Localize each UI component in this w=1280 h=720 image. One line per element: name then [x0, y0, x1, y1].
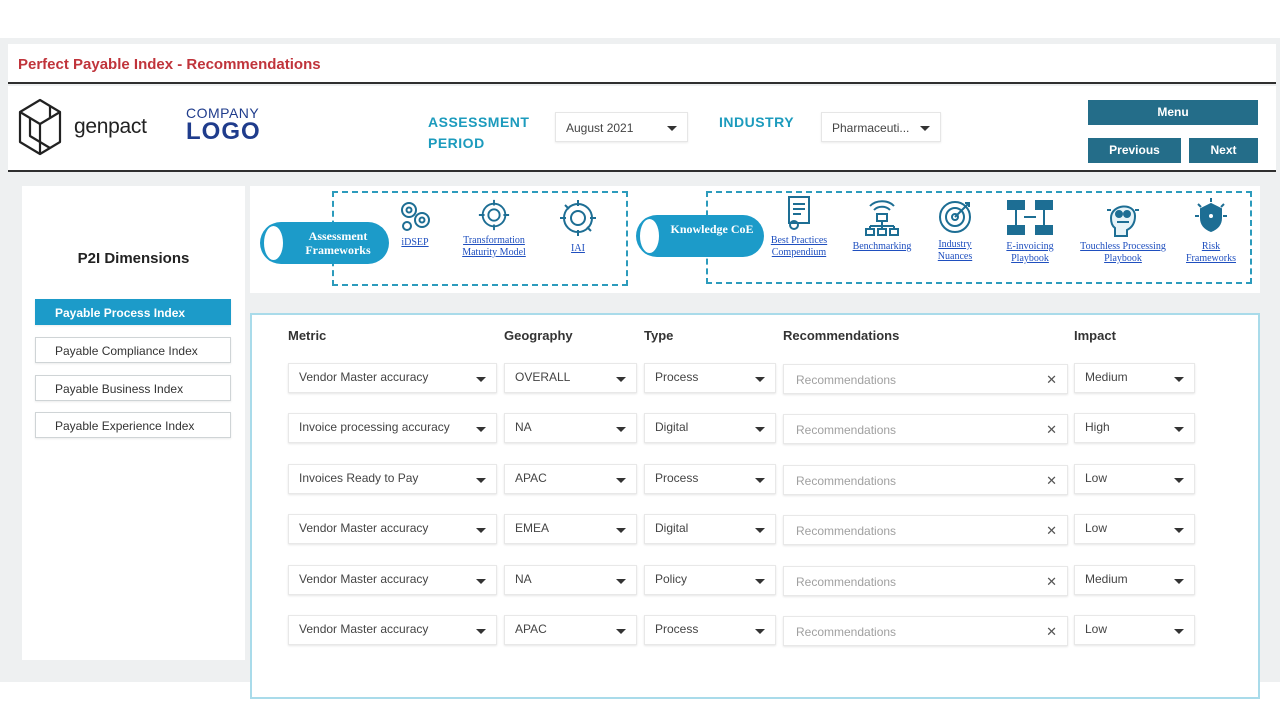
- geography-select[interactable]: [504, 464, 637, 494]
- sidebar-item-payable-experience-index[interactable]: Payable Experience Index: [35, 412, 231, 438]
- chevron-down-icon: [920, 126, 930, 131]
- type-select[interactable]: [644, 615, 776, 645]
- page-title: Perfect Payable Index - Recommendations: [18, 56, 321, 73]
- assessment-period-select[interactable]: [555, 112, 688, 142]
- chevron-down-icon: [1174, 579, 1184, 584]
- sidebar-item-payable-compliance-index[interactable]: Payable Compliance Index: [35, 337, 231, 363]
- industry-nuances-label: Industry Nuances: [937, 239, 973, 262]
- logo-line-1: COMPANY: [186, 105, 260, 121]
- recommendations-placeholder: Recommendations: [796, 373, 897, 387]
- type-select[interactable]: [644, 413, 776, 443]
- sidebar: [22, 186, 245, 660]
- type-value: Process: [655, 471, 699, 485]
- recommendations-input[interactable]: [783, 414, 1068, 444]
- assessment-label-line-1: ASSESSMENT: [428, 114, 530, 130]
- iai-label: IAI: [571, 243, 585, 254]
- geography-value: EMEA: [515, 521, 550, 535]
- type-value: Digital: [655, 521, 689, 535]
- impact-value: Low: [1085, 521, 1108, 535]
- chevron-down-icon: [1174, 528, 1184, 533]
- type-value: Process: [655, 370, 699, 384]
- geography-select[interactable]: [504, 565, 637, 595]
- metric-header: Metric: [288, 328, 327, 343]
- metric-value: Invoice processing accuracy: [299, 420, 450, 434]
- next-button[interactable]: Next: [1189, 138, 1258, 163]
- impact-select[interactable]: [1074, 413, 1195, 443]
- chevron-down-icon: [755, 528, 765, 533]
- network-icon: [862, 200, 902, 238]
- menu-button[interactable]: Menu: [1088, 100, 1258, 125]
- metric-select[interactable]: [288, 363, 497, 393]
- clear-icon[interactable]: ✕: [1046, 574, 1057, 589]
- recommendations-placeholder: Recommendations: [796, 474, 897, 488]
- geography-select[interactable]: [504, 413, 637, 443]
- impact-value: High: [1085, 420, 1110, 434]
- document-icon: [781, 194, 817, 232]
- header: [8, 86, 1276, 172]
- geography-value: APAC: [515, 471, 547, 485]
- robot-head-icon: [1101, 194, 1145, 238]
- type-select[interactable]: [644, 565, 776, 595]
- chevron-down-icon: [476, 579, 486, 584]
- clear-icon[interactable]: ✕: [1046, 523, 1057, 538]
- chevron-down-icon: [616, 528, 626, 533]
- idsep-label: iDSEP: [401, 237, 429, 248]
- recommendations-panel: [250, 313, 1260, 699]
- chevron-down-icon: [616, 427, 626, 432]
- clear-icon[interactable]: ✕: [1046, 624, 1057, 639]
- gears-icon: [397, 198, 433, 234]
- chevron-down-icon: [476, 377, 486, 382]
- flowchart-icon: [1004, 198, 1056, 238]
- recommendations-input[interactable]: [783, 364, 1068, 394]
- logo-line-2: LOGO: [186, 118, 261, 145]
- metric-select[interactable]: [288, 514, 497, 544]
- chevron-down-icon: [755, 377, 765, 382]
- impact-select[interactable]: [1074, 464, 1195, 494]
- knowledge-coe-label: Knowledge CoE: [670, 222, 754, 236]
- chevron-down-icon: [616, 377, 626, 382]
- chevron-down-icon: [755, 427, 765, 432]
- assessment-frameworks-pill[interactable]: [260, 222, 389, 264]
- pill-cap: [262, 224, 285, 262]
- recommendations-header: Recommendations: [783, 328, 900, 343]
- type-value: Digital: [655, 420, 689, 434]
- chevron-down-icon: [755, 478, 765, 483]
- pill-cap: [638, 217, 661, 255]
- metric-value: Invoices Ready to Pay: [299, 471, 419, 485]
- genpact-logo-icon: [18, 98, 62, 156]
- idsep-link[interactable]: [390, 198, 440, 249]
- impact-value: Medium: [1085, 370, 1128, 384]
- sidebar-item-payable-business-index[interactable]: Payable Business Index: [35, 375, 231, 401]
- industry-value: Pharmaceuti...: [832, 121, 910, 135]
- geography-value: APAC: [515, 622, 547, 636]
- frameworks-banner: [250, 186, 1260, 293]
- assessment-label-line-2: PERIOD: [428, 135, 485, 151]
- industry-nuances-link[interactable]: [930, 198, 980, 263]
- sidebar-item-payable-process-index[interactable]: Payable Process Index: [35, 299, 231, 325]
- impact-header: Impact: [1074, 328, 1116, 343]
- type-header: Type: [644, 328, 674, 343]
- chevron-down-icon: [476, 629, 486, 634]
- assessment-frameworks-label: Assessment Frameworks: [305, 229, 371, 257]
- metric-select[interactable]: [288, 464, 497, 494]
- geography-select[interactable]: [504, 514, 637, 544]
- recommendations-input[interactable]: [783, 616, 1068, 646]
- transformation-maturity-model-label: Transformation Maturity Model: [462, 235, 526, 258]
- transformation-maturity-model-link[interactable]: [454, 198, 534, 259]
- iai-link[interactable]: [550, 196, 606, 255]
- metric-value: Vendor Master accuracy: [299, 370, 429, 384]
- assessment-period-label: [428, 112, 529, 154]
- chevron-down-icon: [1174, 427, 1184, 432]
- geography-select[interactable]: [504, 615, 637, 645]
- recommendations-placeholder: Recommendations: [796, 625, 897, 639]
- company-logo: [186, 106, 261, 144]
- chevron-down-icon: [616, 579, 626, 584]
- best-practices-compendium-label: Best Practices Compendium: [770, 235, 828, 258]
- clear-icon[interactable]: ✕: [1046, 422, 1057, 437]
- clear-icon[interactable]: ✕: [1046, 372, 1057, 387]
- metric-select[interactable]: [288, 565, 497, 595]
- industry-label: INDUSTRY: [719, 114, 795, 130]
- impact-select[interactable]: [1074, 363, 1195, 393]
- recommendations-placeholder: Recommendations: [796, 423, 897, 437]
- geography-value: NA: [515, 420, 532, 434]
- impact-value: Low: [1085, 622, 1108, 636]
- recommendations-input[interactable]: [783, 515, 1068, 545]
- metric-value: Vendor Master accuracy: [299, 521, 429, 535]
- previous-button[interactable]: Previous: [1088, 138, 1181, 163]
- app-frame: [0, 38, 1280, 682]
- knowledge-coe-pill[interactable]: [636, 215, 764, 257]
- chevron-down-icon: [476, 427, 486, 432]
- clear-icon[interactable]: ✕: [1046, 473, 1057, 488]
- touchless-processing-playbook-label: Touchless Processing Playbook: [1080, 241, 1166, 264]
- touchless-processing-playbook-link[interactable]: [1074, 194, 1172, 265]
- impact-select[interactable]: [1074, 565, 1195, 595]
- chevron-down-icon: [476, 528, 486, 533]
- chevron-down-icon: [1174, 377, 1184, 382]
- e-invoicing-playbook-label: E-invoicing Playbook: [1006, 241, 1054, 264]
- impact-value: Low: [1085, 471, 1108, 485]
- type-select[interactable]: [644, 363, 776, 393]
- recommendations-placeholder: Recommendations: [796, 575, 897, 589]
- chevron-down-icon: [616, 478, 626, 483]
- risk-frameworks-label: Risk Frameworks: [1186, 241, 1236, 264]
- chevron-down-icon: [755, 579, 765, 584]
- type-value: Process: [655, 622, 699, 636]
- recommendations-placeholder: Recommendations: [796, 524, 897, 538]
- best-practices-compendium-link[interactable]: [764, 194, 834, 259]
- chevron-down-icon: [755, 629, 765, 634]
- geography-header: Geography: [504, 328, 573, 343]
- chevron-down-icon: [1174, 629, 1184, 634]
- impact-select[interactable]: [1074, 615, 1195, 645]
- geography-value: OVERALL: [515, 370, 571, 384]
- chevron-down-icon: [616, 629, 626, 634]
- metric-value: Vendor Master accuracy: [299, 622, 429, 636]
- type-value: Policy: [655, 572, 688, 586]
- recommendations-input[interactable]: [783, 465, 1068, 495]
- metric-select[interactable]: [288, 413, 497, 443]
- impact-value: Medium: [1085, 572, 1128, 586]
- metric-select[interactable]: [288, 615, 497, 645]
- geography-select[interactable]: [504, 363, 637, 393]
- type-select[interactable]: [644, 514, 776, 544]
- chevron-down-icon: [667, 126, 677, 131]
- industry-select[interactable]: [821, 112, 941, 142]
- recommendations-input[interactable]: [783, 566, 1068, 596]
- geography-value: NA: [515, 572, 532, 586]
- brand-name: genpact: [74, 115, 147, 138]
- chevron-down-icon: [476, 478, 486, 483]
- target-icon: [936, 198, 974, 236]
- benchmarking-label: Benchmarking: [852, 241, 912, 252]
- genpact-brand: [18, 98, 147, 156]
- type-select[interactable]: [644, 464, 776, 494]
- benchmarking-link[interactable]: [846, 200, 918, 253]
- e-invoicing-playbook-link[interactable]: [998, 198, 1062, 265]
- impact-select[interactable]: [1074, 514, 1195, 544]
- metric-value: Vendor Master accuracy: [299, 572, 429, 586]
- risk-shield-icon: [1189, 196, 1233, 238]
- gear-icon: [476, 198, 512, 232]
- ai-gear-icon: [556, 196, 600, 240]
- title-bar: [8, 44, 1276, 84]
- chevron-down-icon: [1174, 478, 1184, 483]
- sidebar-title: P2I Dimensions: [77, 250, 190, 267]
- assessment-period-value: August 2021: [566, 121, 634, 135]
- risk-frameworks-link[interactable]: [1180, 196, 1242, 265]
